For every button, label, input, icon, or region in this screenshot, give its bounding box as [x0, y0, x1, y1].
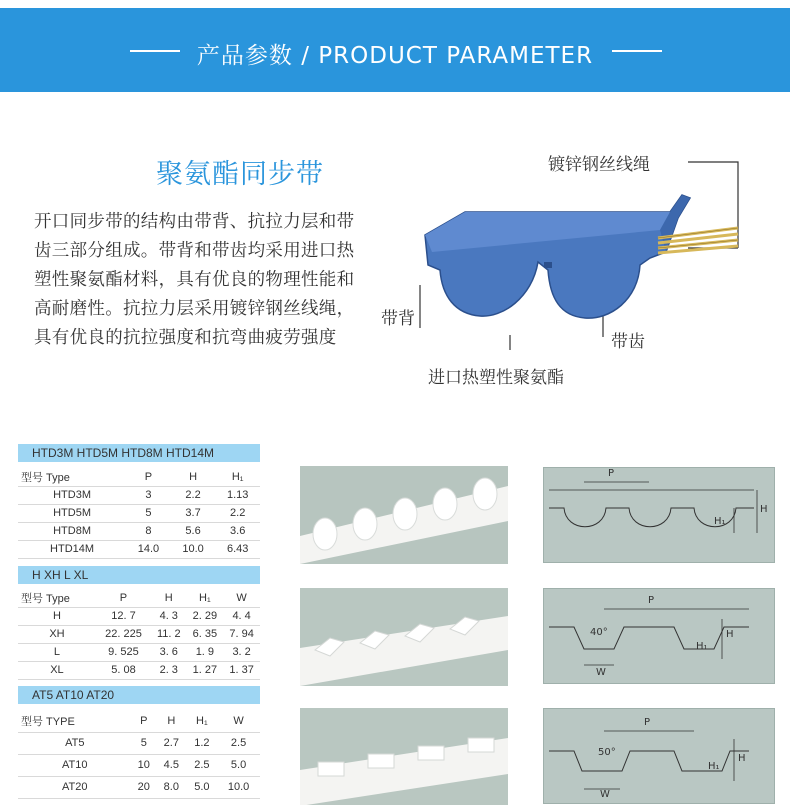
wire-callout-suffix: 线绳: [616, 155, 650, 175]
table-header-cell: H: [156, 710, 187, 732]
table-cell: 5.0: [187, 776, 218, 798]
dim-angle: 40°: [590, 627, 608, 638]
table-row: [18, 732, 260, 754]
table-header-cell: W: [223, 589, 260, 607]
htd-belt-photo: [300, 466, 508, 564]
table-header-cell: W: [217, 710, 260, 732]
trapezoid-belt-photo: [300, 588, 508, 686]
table-cell: 2.5: [217, 732, 260, 754]
table-cell: 1. 37: [223, 661, 260, 679]
table-header-cell: P: [132, 710, 156, 732]
table-header-cell: H: [171, 468, 216, 486]
table-cell: HTD3M: [18, 486, 126, 504]
table-header-cell: H₁: [215, 468, 260, 486]
table-cell: XH: [18, 625, 96, 643]
table-cell: 6.43: [215, 540, 260, 558]
back-callout: 带背: [381, 309, 415, 329]
table-cell: 22. 225: [96, 625, 151, 643]
table-at: [18, 710, 260, 799]
table-cell: AT20: [18, 776, 132, 798]
table-cell: 5.0: [217, 754, 260, 776]
dim-h: H: [726, 629, 734, 640]
htd-profile-drawing: [543, 467, 775, 563]
table-cell: 11. 2: [151, 625, 187, 643]
table-cell: 8: [126, 522, 171, 540]
table-cell: 7. 94: [223, 625, 260, 643]
table-cell: 5.6: [171, 522, 216, 540]
table-trapezoid-title: H XH L XL: [18, 566, 260, 584]
table-cell: 1.2: [187, 732, 218, 754]
table-header-row: [18, 710, 260, 732]
table-htd: [18, 468, 260, 559]
table-row: [18, 776, 260, 798]
dim-h1: H₁: [708, 761, 720, 772]
table-htd-title: HTD3M HTD5M HTD8M HTD14M: [18, 444, 260, 462]
table-cell: 4. 4: [223, 607, 260, 625]
trapezoid-profile-drawing: [543, 588, 775, 684]
table-header-cell: 型号 TYPE: [18, 710, 132, 732]
table-cell: 9. 525: [96, 643, 151, 661]
table-cell: 4.5: [156, 754, 187, 776]
table-cell: 10.0: [217, 776, 260, 798]
table-cell: 5: [132, 732, 156, 754]
table-cell: 2. 3: [151, 661, 187, 679]
table-cell: HTD14M: [18, 540, 126, 558]
dim-p: P: [648, 595, 655, 606]
header-banner: [0, 8, 790, 92]
table-cell: H: [18, 607, 96, 625]
dim-h1: H₁: [696, 641, 708, 652]
table-row: [18, 540, 260, 558]
table-cell: 10.0: [171, 540, 216, 558]
table-cell: 1. 27: [187, 661, 224, 679]
table-cell: 3. 2: [223, 643, 260, 661]
table-cell: 3. 6: [151, 643, 187, 661]
dim-h: H: [760, 504, 768, 515]
material-callout: 进口热塑性聚氨酯: [428, 368, 564, 388]
table-trapezoid: [18, 589, 260, 680]
page-title: 产品参数 / PRODUCT PARAMETER: [196, 43, 594, 69]
table-cell: 3.7: [171, 504, 216, 522]
table-header-cell: H₁: [187, 710, 218, 732]
at-belt-photo: [300, 708, 508, 805]
dim-h: H: [738, 753, 746, 764]
table-cell: 12. 7: [96, 607, 151, 625]
table-cell: AT5: [18, 732, 132, 754]
table-cell: HTD8M: [18, 522, 126, 540]
table-cell: 3.6: [215, 522, 260, 540]
table-row: [18, 486, 260, 504]
table-cell: AT10: [18, 754, 132, 776]
table-cell: 10: [132, 754, 156, 776]
dim-angle: 50°: [598, 747, 616, 758]
table-cell: 6. 35: [187, 625, 224, 643]
dim-w: W: [600, 789, 610, 800]
table-cell: HTD5M: [18, 504, 126, 522]
table-cell: 5. 08: [96, 661, 151, 679]
table-cell: L: [18, 643, 96, 661]
belt-structure-diagram: [370, 140, 790, 390]
table-header-cell: H₁: [187, 589, 224, 607]
product-description: 开口同步带的结构由带背、抗拉力层和带齿三部分组成。带背和带齿均采用进口热塑性聚氨酯材料，具有优良的物理性能和高耐磨性。抗拉力层采用镀锌钢丝线绳，具有优良的抗拉强度和抗弯曲疲劳强度: [34, 212, 355, 348]
table-row: [18, 607, 260, 625]
table-at-title: AT5 AT10 AT20: [18, 686, 260, 704]
table-cell: 8.0: [156, 776, 187, 798]
dim-w: W: [596, 667, 606, 678]
wire-callout: [548, 150, 650, 175]
table-row: [18, 625, 260, 643]
teeth-callout: 带齿: [611, 332, 645, 352]
table-row: [18, 754, 260, 776]
table-cell: 1.13: [215, 486, 260, 504]
table-cell: 1. 9: [187, 643, 224, 661]
table-row: [18, 522, 260, 540]
at-profile-drawing: [543, 708, 775, 804]
table-cell: 5: [126, 504, 171, 522]
table-cell: 14.0: [126, 540, 171, 558]
banner-divider-right: [612, 50, 662, 52]
table-cell: 3: [126, 486, 171, 504]
table-row: [18, 661, 260, 679]
table-cell: 2.5: [187, 754, 218, 776]
product-title: 聚氨酯同步带: [156, 159, 324, 190]
wire-callout-prefix: 镀锌钢丝: [548, 155, 616, 175]
table-cell: 2.2: [215, 504, 260, 522]
table-row: [18, 643, 260, 661]
dim-p: P: [644, 717, 651, 728]
belt-body: [425, 195, 690, 318]
table-header-cell: P: [96, 589, 151, 607]
table-cell: 2. 29: [187, 607, 224, 625]
table-cell: 2.2: [171, 486, 216, 504]
table-header-cell: 型号 Type: [18, 468, 126, 486]
dim-h1: H₁: [714, 516, 726, 527]
table-header-cell: P: [126, 468, 171, 486]
dim-p: P: [608, 468, 615, 479]
table-cell: 2.7: [156, 732, 187, 754]
table-header-cell: H: [151, 589, 187, 607]
table-header-row: [18, 468, 260, 486]
table-cell: XL: [18, 661, 96, 679]
table-row: [18, 504, 260, 522]
table-header-cell: 型号 Type: [18, 589, 96, 607]
table-cell: 4. 3: [151, 607, 187, 625]
table-header-row: [18, 589, 260, 607]
table-cell: 20: [132, 776, 156, 798]
